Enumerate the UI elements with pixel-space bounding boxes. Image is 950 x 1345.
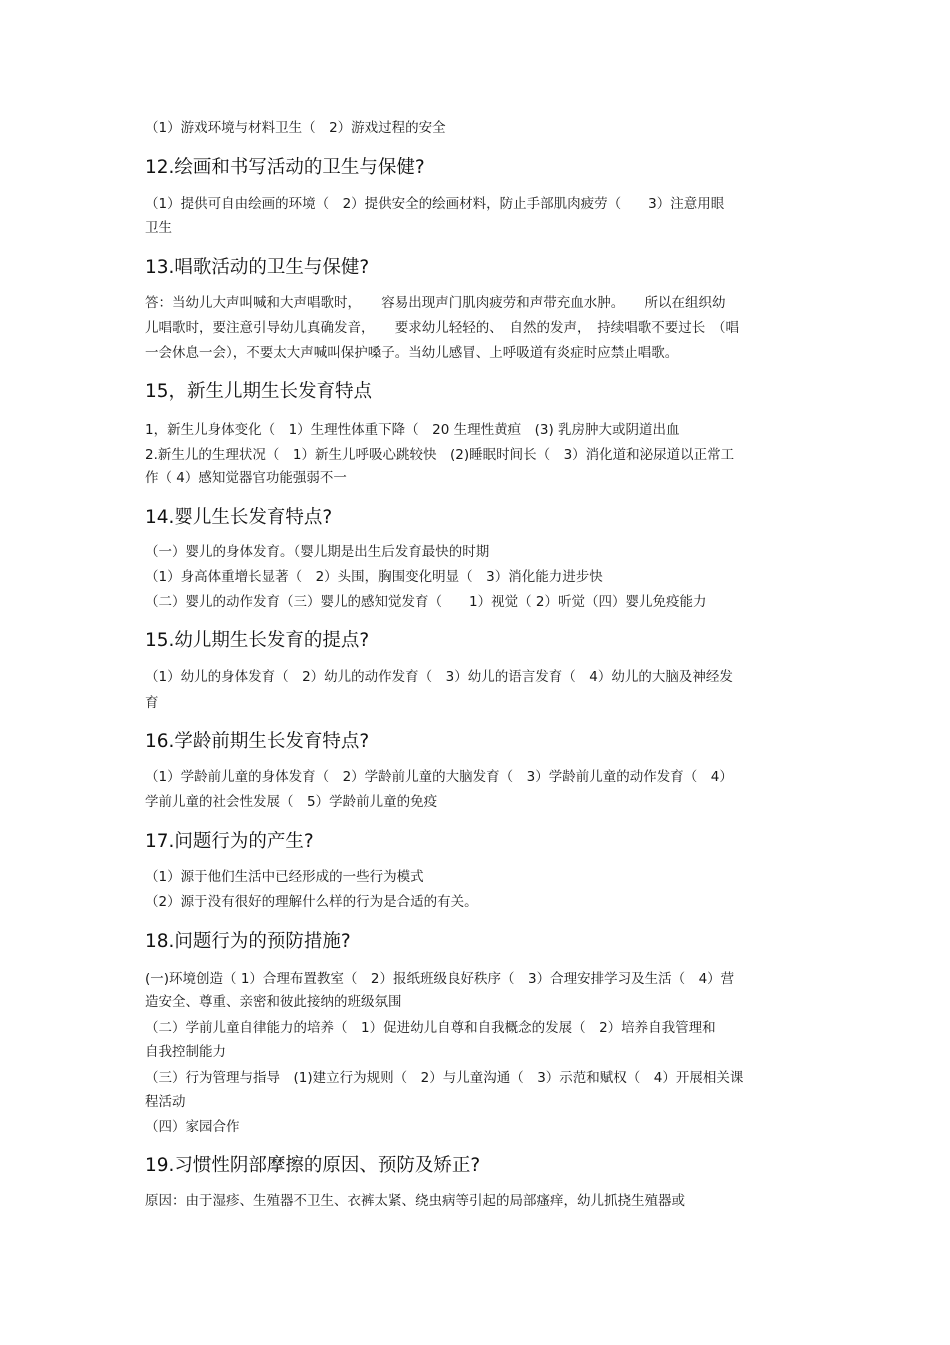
text-line: (一)环境创造（ 1）合理布置教室（ 2）报纸班级良好秩序（ 3）合理安排学习及生活（ 4）营: [145, 971, 735, 987]
section-heading: 15.幼儿期生长发育的提点?: [145, 630, 370, 651]
text-line: （三）行为管理与指导 (1)建立行为规则（ 2）与儿童沟通（ 3）示范和赋权（ 4）开展相关课: [145, 1070, 744, 1086]
text-line: （二）婴儿的动作发育（三）婴儿的感知觉发育（ 1）视觉（ 2）听觉（四）婴儿免疫能力: [145, 594, 707, 610]
text-line: 2.新生儿的生理状况（ 1）新生儿呼吸心跳较快 (2)睡眠时间长（ 3）消化道和泌尿道以正常工: [145, 447, 735, 463]
text-line: 1，新生儿身体变化（ 1）生理性体重下降（ 20 生理性黄疸 (3) 乳房肿大或阴道出血: [145, 422, 680, 438]
text-line: （1）身高体重增长显著（ 2）头围，胸围变化明显（ 3）消化能力进步快: [145, 569, 603, 585]
text-line: （二）学前儿童自律能力的培养（ 1）促进幼儿自尊和自我概念的发展（ 2）培养自我管理和: [145, 1020, 716, 1036]
text-line: 造安全、尊重、亲密和彼此接纳的班级氛围: [145, 994, 402, 1010]
text-line: 答：当幼儿大声叫喊和大声唱歌时， 容易出现声门肌肉疲劳和声带充血水肿。 所以在组织幼: [145, 295, 726, 311]
text-line: 儿唱歌时，要注意引导幼儿真确发音， 要求幼儿轻轻的、 自然的发声， 持续唱歌不要过长 （唱: [145, 320, 739, 336]
section-heading: 19.习惯性阴部摩擦的原因、预防及矫正?: [145, 1155, 481, 1176]
text-line: 原因：由于湿疹、生殖器不卫生、衣裤太紧、绕虫病等引起的局部瘙痒，幼儿抓挠生殖器或: [145, 1193, 685, 1209]
section-heading: 13.唱歌活动的卫生与保健?: [145, 257, 370, 278]
section-heading: 14.婴儿生长发育特点?: [145, 507, 333, 528]
text-line: 卫生: [145, 220, 172, 236]
text-line: 育: [145, 695, 159, 711]
section-heading: 15，新生儿期生长发育特点: [145, 381, 373, 402]
text-line: 程活动: [145, 1094, 186, 1110]
section-heading: 17.问题行为的产生?: [145, 831, 314, 852]
section-heading: 16.学龄前期生长发育特点?: [145, 731, 370, 752]
text-line: （四）家园合作: [145, 1119, 240, 1135]
text-line: （1）提供可自由绘画的环境（ 2）提供安全的绘画材料，防止手部肌肉疲劳（ 3）注意用眼: [145, 196, 725, 212]
text-line: 自我控制能力: [145, 1044, 226, 1060]
text-line: （2）源于没有很好的理解什么样的行为是合适的有关。: [145, 894, 478, 910]
text-line: 作（ 4）感知觉器官功能强弱不一: [145, 470, 347, 486]
text-line: （一）婴儿的身体发育。（婴儿期是出生后发育最快的时期: [145, 544, 490, 560]
text-line: （1）游戏环境与材料卫生（ 2）游戏过程的安全: [145, 120, 446, 136]
section-heading: 12.绘画和书写活动的卫生与保健?: [145, 157, 425, 178]
section-heading: 18.问题行为的预防措施?: [145, 931, 351, 952]
text-line: （1）幼儿的身体发育（ 2）幼儿的动作发育（ 3）幼儿的语言发育（ 4）幼儿的大脑及神经发: [145, 669, 733, 685]
text-line: 学前儿童的社会性发展（ 5）学龄前儿童的免疫: [145, 794, 438, 810]
text-line: 一会休息一会），不要太大声喊叫保护嗓子。当幼儿感冒、上呼吸道有炎症时应禁止唱歌。: [145, 345, 679, 361]
text-line: （1）学龄前儿童的身体发育（ 2）学龄前儿童的大脑发育（ 3）学龄前儿童的动作发育（ 4）: [145, 769, 733, 785]
text-line: （1）源于他们生活中已经形成的一些行为模式: [145, 869, 424, 885]
